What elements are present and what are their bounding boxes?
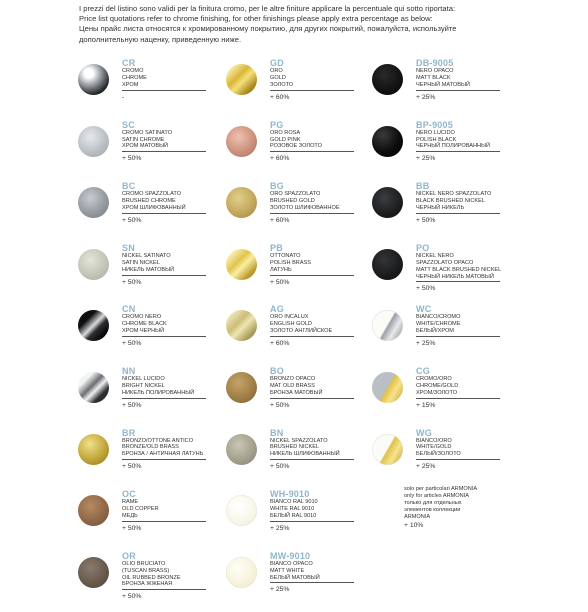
finish-description: ORO INCALUX <box>270 314 309 321</box>
finish-swatch <box>78 557 109 588</box>
finish-surcharge: + 60% <box>270 216 290 224</box>
finish-description: МЕДЬ <box>122 512 138 519</box>
finish-text <box>122 428 242 472</box>
finish-swatch <box>372 249 403 280</box>
finish-surcharge: + 50% <box>270 401 290 409</box>
armonia-note <box>404 486 514 530</box>
finish-description: WHITE RAL 9010 <box>270 506 315 513</box>
finish-description: BRUSHED GOLD <box>270 198 315 205</box>
divider <box>122 521 206 522</box>
finish-description: NERO LUCIDO <box>416 129 455 136</box>
finish-code: GD <box>270 58 284 68</box>
note-line: only for articles ARMONIA <box>404 493 469 499</box>
finish-swatch <box>226 187 257 218</box>
finish-description: (TUSCAN BRASS) <box>122 567 170 574</box>
finish-surcharge: + 50% <box>122 278 142 286</box>
finish-description: BRONZE/OLD BRASS <box>122 444 179 451</box>
finish-description: НИКЕЛЬ ШЛИФОВАННЫЙ <box>270 451 340 458</box>
finish-description: БЕЛЫЙ/ХРОМ <box>416 328 454 335</box>
finish-swatch <box>78 126 109 157</box>
finish-code: MW-9010 <box>270 550 311 561</box>
finish-swatch <box>226 249 257 280</box>
finish-description: MATT BLACK BRUSHED NICKEL <box>416 266 502 273</box>
divider <box>122 589 206 590</box>
finish-surcharge: + 50% <box>122 463 142 471</box>
finish-code: PG <box>270 119 284 130</box>
finish-description: CHROME BLACK <box>122 321 167 328</box>
finish-surcharge: + 50% <box>122 216 142 224</box>
finish-code: BP-9005 <box>416 119 453 130</box>
finish-code: WH-9010 <box>270 489 310 500</box>
divider <box>122 151 206 152</box>
finish-description: ХРОМ/ЗОЛОТО <box>416 389 458 396</box>
divider <box>270 459 354 460</box>
finish-code: BG <box>270 181 284 192</box>
note-price: + 10% <box>404 522 424 529</box>
finish-code: SN <box>122 242 135 253</box>
finish-swatch <box>78 372 109 403</box>
finish-code: BN <box>270 427 284 438</box>
divider <box>122 90 206 91</box>
finish-swatch <box>226 64 257 95</box>
finish-description: BRONZO/OTTONE ANTICO <box>122 437 194 444</box>
finish-description: БРОНЗА / АНТИЧНАЯ ЛАТУНЬ <box>122 451 204 458</box>
divider <box>416 398 500 399</box>
finish-code: CG <box>416 365 430 376</box>
finish-description: OTTONATO <box>270 252 301 259</box>
finish-description: BRONZO OPACO <box>270 375 316 382</box>
intro-line-en: Price list quotations refer to chrome finishing, for other finishings please apply extra percentage as below: <box>79 14 433 24</box>
finish-description: ЧЕРНЫЙ НИКЕЛЬ МАТОВЫЙ <box>416 273 494 280</box>
finish-surcharge: + 50% <box>122 155 142 163</box>
finish-description: MATT BLACK <box>416 74 451 81</box>
finish-code: BC <box>122 181 136 192</box>
finish-description: NICKEL NERO SPAZZOLATO <box>416 191 492 198</box>
intro-line-it: I prezzi del listino sono validi per la finitura cromo, per le altre finiture applicare la percentuale qui sotto riportata: <box>79 4 456 13</box>
finish-description: OIL RUBBED BRONZE <box>122 574 181 581</box>
finish-code: PB <box>270 242 283 253</box>
finish-surcharge: + 25% <box>416 463 436 471</box>
finish-description: NICKEL SATINATO <box>122 252 171 259</box>
finish-description: ХРОМ МАТОВЫЙ <box>122 143 169 150</box>
divider <box>270 336 354 337</box>
finish-code: SC <box>122 119 135 130</box>
finish-swatch <box>226 495 257 526</box>
finish-description: ЛАТУНЬ <box>270 266 292 273</box>
finish-text <box>416 58 536 102</box>
finish-text <box>122 243 242 287</box>
finish-surcharge: + 50% <box>122 593 142 601</box>
finish-surcharge: + 50% <box>416 285 436 293</box>
finish-description: GOLD <box>270 74 286 81</box>
finish-surcharge: + 60% <box>270 155 290 163</box>
finish-surcharge: + 25% <box>270 586 290 594</box>
finish-swatch <box>226 310 257 341</box>
divider <box>270 521 354 522</box>
finish-description: BIANCO RAL 9010 <box>270 499 318 506</box>
finish-text <box>270 489 390 533</box>
finish-swatch <box>78 187 109 218</box>
finish-description: BRUSHED NICKEL <box>270 444 320 451</box>
finish-description: ЗОЛОТО АНГЛИЙСКОЕ <box>270 328 333 335</box>
finish-swatch <box>226 372 257 403</box>
finish-description: CROMO SPAZZOLATO <box>122 191 182 198</box>
finish-description: ХРОМ <box>122 81 139 88</box>
finish-description: CHROME <box>122 74 147 81</box>
finish-description: BIANCO/CROMO <box>416 314 461 321</box>
finish-description: ORO <box>270 68 283 74</box>
finish-description: SPAZZOLATO OPACO <box>416 259 474 266</box>
divider <box>416 459 500 460</box>
finish-swatch <box>372 372 403 403</box>
finish-swatch <box>226 557 257 588</box>
finish-description: БЕЛЫЙ МАТОВЫЙ <box>270 574 320 581</box>
finish-code: BO <box>270 365 284 376</box>
finish-code: NN <box>122 365 136 376</box>
note-line: только для отдельных <box>404 500 462 506</box>
divider <box>416 336 500 337</box>
finish-swatch <box>78 495 109 526</box>
finish-text <box>270 551 390 595</box>
finish-description: CROMO SATINATO <box>122 129 173 136</box>
finish-code: CR <box>122 58 136 68</box>
finish-text <box>416 304 536 348</box>
finish-code: BB <box>416 181 430 192</box>
finish-surcharge: + 50% <box>416 216 436 224</box>
finish-description: БЕЛЫЙ RAL 9010 <box>270 512 317 519</box>
finish-description: NICKEL LUCIDO <box>122 375 165 382</box>
finish-swatch <box>372 187 403 218</box>
finish-swatch <box>372 126 403 157</box>
finish-swatch <box>372 434 403 465</box>
finish-description: ЧЕРНЫЙ МАТОВЫЙ <box>416 81 470 88</box>
divider <box>122 398 206 399</box>
finish-surcharge: + 50% <box>122 401 142 409</box>
finish-description: POLISH BLACK <box>416 136 457 143</box>
finish-description: РОЗОВОЕ ЗОЛОТО <box>270 143 322 150</box>
finish-description: ORO ROSA <box>270 129 301 136</box>
divider <box>122 459 206 460</box>
finish-code: PO <box>416 242 430 253</box>
finish-description: НИКЕЛЬ ПОЛИРОВАННЫЙ <box>122 389 195 396</box>
finish-description: OLIO BRUCIATO <box>122 560 166 567</box>
finish-description: ХРОМ ШЛИФОВАННЫЙ <box>122 205 186 211</box>
finish-code: WC <box>416 304 432 315</box>
finish-description: ENGLISH GOLD <box>270 321 312 328</box>
finish-description: ЗОЛОТО ШЛИФОВАННОЕ <box>270 205 340 211</box>
finish-description: GOLD PINK <box>270 136 301 143</box>
finish-surcharge: - <box>122 93 125 101</box>
finish-description: CROMO/ORO <box>416 375 452 382</box>
finish-description: CROMO NERO <box>122 314 162 321</box>
finish-text <box>416 366 536 410</box>
finish-swatch <box>78 64 109 95</box>
finish-description: BLACK BRUSHED NICKEL <box>416 198 486 205</box>
finish-swatch <box>78 249 109 280</box>
finish-swatch <box>78 434 109 465</box>
divider <box>270 151 354 152</box>
finish-text <box>416 181 536 225</box>
finish-description: BIANCO OPACO <box>270 560 313 567</box>
finish-surcharge: + 50% <box>122 524 142 532</box>
note-line: solo per particolari ARMONIA <box>404 486 478 492</box>
finish-description: ЧЕРНЫЙ ПОЛИРОВАННЫЙ <box>416 143 491 150</box>
finish-description: MATT WHITE <box>270 567 305 574</box>
finish-description: BRIGHT NICKEL <box>122 382 165 389</box>
finish-code: WG <box>416 427 432 438</box>
divider <box>122 336 206 337</box>
finish-description: NERO OPACO <box>416 68 454 74</box>
finish-description: SATIN CHROME <box>122 136 165 143</box>
finish-description: MAT OLD BRASS <box>270 382 315 389</box>
finish-surcharge: + 60% <box>270 340 290 348</box>
divider <box>270 90 354 91</box>
finish-text <box>122 304 242 348</box>
finish-code: AG <box>270 304 284 315</box>
divider <box>122 213 206 214</box>
finish-swatch <box>372 64 403 95</box>
divider <box>416 151 500 152</box>
finish-surcharge: + 60% <box>270 93 290 101</box>
note-line: элементов коллекции <box>404 507 461 513</box>
finish-description: CROMO <box>122 68 144 74</box>
finish-surcharge: + 25% <box>416 155 436 163</box>
intro-text <box>79 4 559 45</box>
finish-swatch <box>226 434 257 465</box>
divider <box>270 213 354 214</box>
finish-swatch <box>372 310 403 341</box>
finish-description: BIANCO/ORO <box>416 437 452 444</box>
finish-surcharge: + 25% <box>416 93 436 101</box>
finish-surcharge: + 25% <box>416 340 436 348</box>
finish-text <box>122 120 242 164</box>
finish-description: ХРОМ ЧЕРНЫЙ <box>122 328 165 335</box>
finish-description: SATIN NICKEL <box>122 259 160 266</box>
finish-text <box>416 120 536 164</box>
finish-description: BRUSHED CHROME <box>122 198 176 205</box>
finish-text <box>416 243 536 294</box>
finish-description: WHITE/GOLD <box>416 444 452 451</box>
divider <box>416 281 500 282</box>
finish-surcharge: + 50% <box>122 340 142 348</box>
divider <box>122 275 206 276</box>
finish-description: WHITE/CHROME <box>416 321 461 328</box>
finish-text <box>122 366 242 410</box>
finish-surcharge: + 15% <box>416 401 436 409</box>
divider <box>416 213 500 214</box>
finish-text <box>122 181 242 225</box>
finish-surcharge: + 25% <box>270 524 290 532</box>
intro-line-ru: Цены прайс листа относятся к хромированному покрытию, для других покрытий, пожалуйста, используйте <box>79 24 457 34</box>
finish-text <box>122 489 242 533</box>
divider <box>416 90 500 91</box>
note-line: ARMONIA <box>404 514 431 520</box>
finish-description: НИКЕЛЬ МАТОВЫЙ <box>122 266 175 273</box>
finish-description: БЕЛЫЙ/ЗОЛОТО <box>416 451 461 458</box>
finish-description: OLD COPPER <box>122 506 159 513</box>
divider <box>270 582 354 583</box>
finish-description: ЗОЛОТО <box>270 81 294 88</box>
finish-text <box>122 551 242 602</box>
finish-description: NICKEL SPAZZOLATO <box>270 437 328 444</box>
finish-code: CN <box>122 304 136 315</box>
intro-line-ru-2: дополнительную наценку, приведенную ниже. <box>79 34 242 44</box>
finish-description: POLISH BRASS <box>270 259 312 266</box>
finish-surcharge: + 50% <box>270 278 290 286</box>
finish-text <box>416 428 536 472</box>
finish-description: БРОНЗА МАТОВЫЙ <box>270 389 323 396</box>
finish-description: RAME <box>122 499 139 506</box>
finish-surcharge: + 50% <box>270 463 290 471</box>
finish-code: DB-9005 <box>416 58 454 68</box>
finish-text <box>122 58 242 102</box>
finish-code: OC <box>122 489 136 500</box>
finish-description: ORO SPAZZOLATO <box>270 191 321 198</box>
finish-code: OR <box>122 550 136 561</box>
divider <box>270 275 354 276</box>
finish-description: ЧЕРНЫЙ НИКЕЛЬ <box>416 205 465 211</box>
divider <box>270 398 354 399</box>
finish-description: БРОНЗА ЖЖЕНАЯ <box>122 581 173 588</box>
finish-description: CHROME/GOLD <box>416 382 459 389</box>
finish-description: NICKEL NERO <box>416 252 454 259</box>
finish-swatch <box>226 126 257 157</box>
finish-code: BR <box>122 427 136 438</box>
finish-swatch <box>78 310 109 341</box>
